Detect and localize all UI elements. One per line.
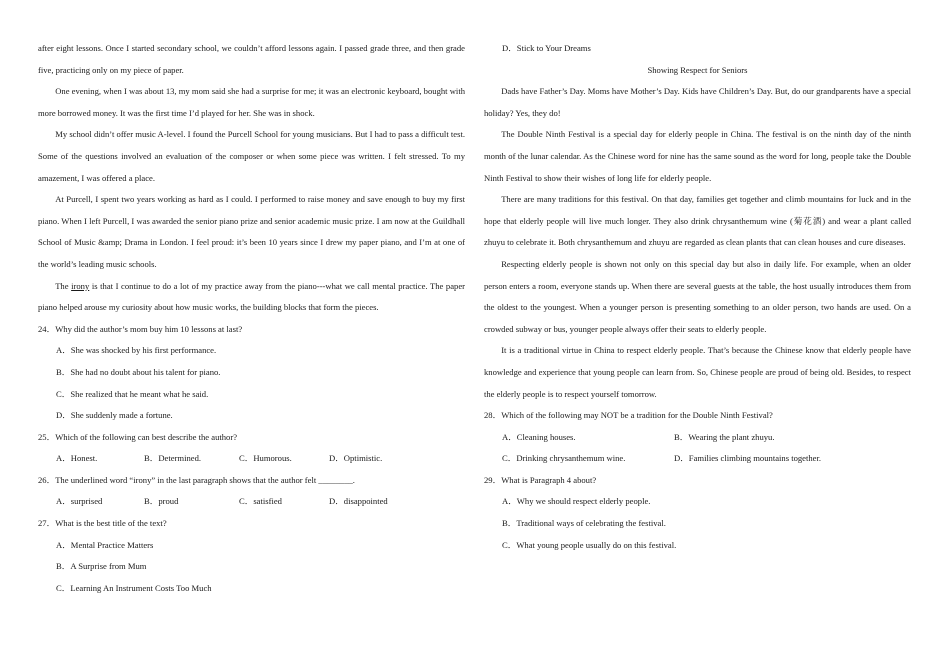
option-24d: D．She suddenly made a fortune. <box>56 410 173 421</box>
question-25: 25．Which of the following can best describe the author? <box>38 431 238 442</box>
passage-paragraph: after eight lessons. Once I started secondary school, we couldn’t afford lessons again. I passed grade three, and then grade five, practicing only on my piece of paper. <box>38 43 465 75</box>
passage-paragraph: At Purcell, I spent two years working as hard as I could. I performed to raise money and save enough to buy my first piano. When I left Purcell, I was awarded the senior piano prize and senior academic music prize. I am now at the Guildhall School of Music &amp; Drama in London. I feel proud: it’s been 10 years since I drew my paper piano, and I’m at one of the world’s leading music schools. <box>38 194 465 269</box>
option-24a: A．She was shocked by his first performance. <box>56 345 217 356</box>
passage-paragraph: Dads have Father’s Day. Moms have Mother’s Day. Kids have Children’s Day. But, do our grandparents have a special holiday? Yes, they do! <box>484 86 911 118</box>
option-26d: D．disappointed <box>329 496 388 507</box>
option-24b: B．She had no doubt about his talent for piano. <box>56 366 221 377</box>
option-28b: B．Wearing the plant zhuyu. <box>674 431 775 442</box>
options-26 <box>38 491 465 513</box>
option-26b: B．proud <box>144 496 179 507</box>
left-column <box>38 38 465 599</box>
passage-paragraph: Respecting elderly people is shown not only on this special day but also in daily life. For example, when an older person enters a room, everyone stands up. When there are several guests at the table, the host usually introduces them from the oldest to the youngest. When a younger person is presenting something to an older person, two hands are used. On a crowded subway or bus, younger people always offer their seats to elderly people. <box>484 258 911 334</box>
options-25 <box>38 448 465 470</box>
option-29a: A．Why we should respect elderly people. <box>502 496 651 507</box>
option-25c: C．Humorous. <box>239 453 292 464</box>
option-28c: C．Drinking chrysanthemum wine. <box>502 453 626 464</box>
option-25a: A．Honest. <box>56 453 98 464</box>
passage-title: Showing Respect for Seniors <box>647 64 748 75</box>
passage-paragraph: The irony is that I continue to do a lot of my practice away from the piano---what we call mental practice. The paper piano helped arouse my curiosity about how music works, the building blocks that form the pieces. <box>38 280 465 313</box>
question-27: 27．What is the best title of the text? <box>38 518 167 529</box>
option-28a: A．Cleaning houses. <box>502 431 576 442</box>
option-29b: B．Traditional ways of celebrating the festival. <box>502 518 666 529</box>
option-25b: B．Determined. <box>144 453 202 464</box>
passage-paragraph: The Double Ninth Festival is a special day for elderly people in China. The festival is on the ninth day of the ninth month of the lunar calendar. As the Chinese word for nine has the same sound as the word for long, people take the Double Ninth Festival to show their wishes of long life for elderly people. <box>484 129 911 183</box>
question-26: 26．The underlined word “irony” in the last paragraph shows that the author felt ________. <box>38 474 355 485</box>
option-24c: C．She realized that he meant what he said. <box>56 388 209 399</box>
question-29: 29．What is Paragraph 4 about? <box>484 474 597 485</box>
passage-paragraph: My school didn’t offer music A-level. I found the Purcell School for young musicians. But I had to pass a difficult test. Some of the questions involved an evaluation of the composer or when some piece was written. I felt stressed. To my amazement, I was offered a place. <box>38 129 465 183</box>
passage-paragraph: It is a traditional virtue in China to respect elderly people. That’s because the Chinese know that elderly people have knowledge and experience that young people can learn from. So, Chinese people are proud of being old. Besides, to respect the elderly people is to respect yourself tomorrow. <box>484 345 911 399</box>
options-28-row2 <box>484 448 911 470</box>
option-27a: A．Mental Practice Matters <box>56 539 154 550</box>
option-27c: C．Learning An Instrument Costs Too Much <box>56 582 212 593</box>
option-27b: B．A Surprise from Mum <box>56 561 147 572</box>
option-29c: C．What young people usually do on this festival. <box>502 539 677 550</box>
right-column <box>484 38 911 556</box>
options-28-row1 <box>484 427 911 449</box>
passage-paragraph: There are many traditions for this festival. On that day, families get together and climb mountains for luck and in the hope that elderly people will live much longer. They also drink chrysanthemum wine (菊花酒) and wear a plant called zhuyu to celebrate it. Both chrysanthemum and zhuyu are regarded as clean plants that can clean houses and cure diseases. <box>484 194 911 248</box>
option-27d: D．Stick to Your Dreams <box>502 43 591 53</box>
question-28: 28．Which of the following may NOT be a tradition for the Double Ninth Festival? <box>484 410 773 421</box>
option-28d: D．Families climbing mountains together. <box>674 453 822 464</box>
underlined-word: irony <box>71 280 90 291</box>
option-26a: A．surprised <box>56 496 103 507</box>
option-26c: C．satisfied <box>239 496 282 507</box>
passage-paragraph: One evening, when I was about 13, my mom said she had a surprise for me; it was an electronic keyboard, bought with more borrowed money. It was the first time I’d played for her. She was in shock. <box>38 86 465 118</box>
option-25d: D．Optimistic. <box>329 453 383 464</box>
question-24: 24．Why did the author’s mom buy him 10 lessons at last? <box>38 323 243 334</box>
